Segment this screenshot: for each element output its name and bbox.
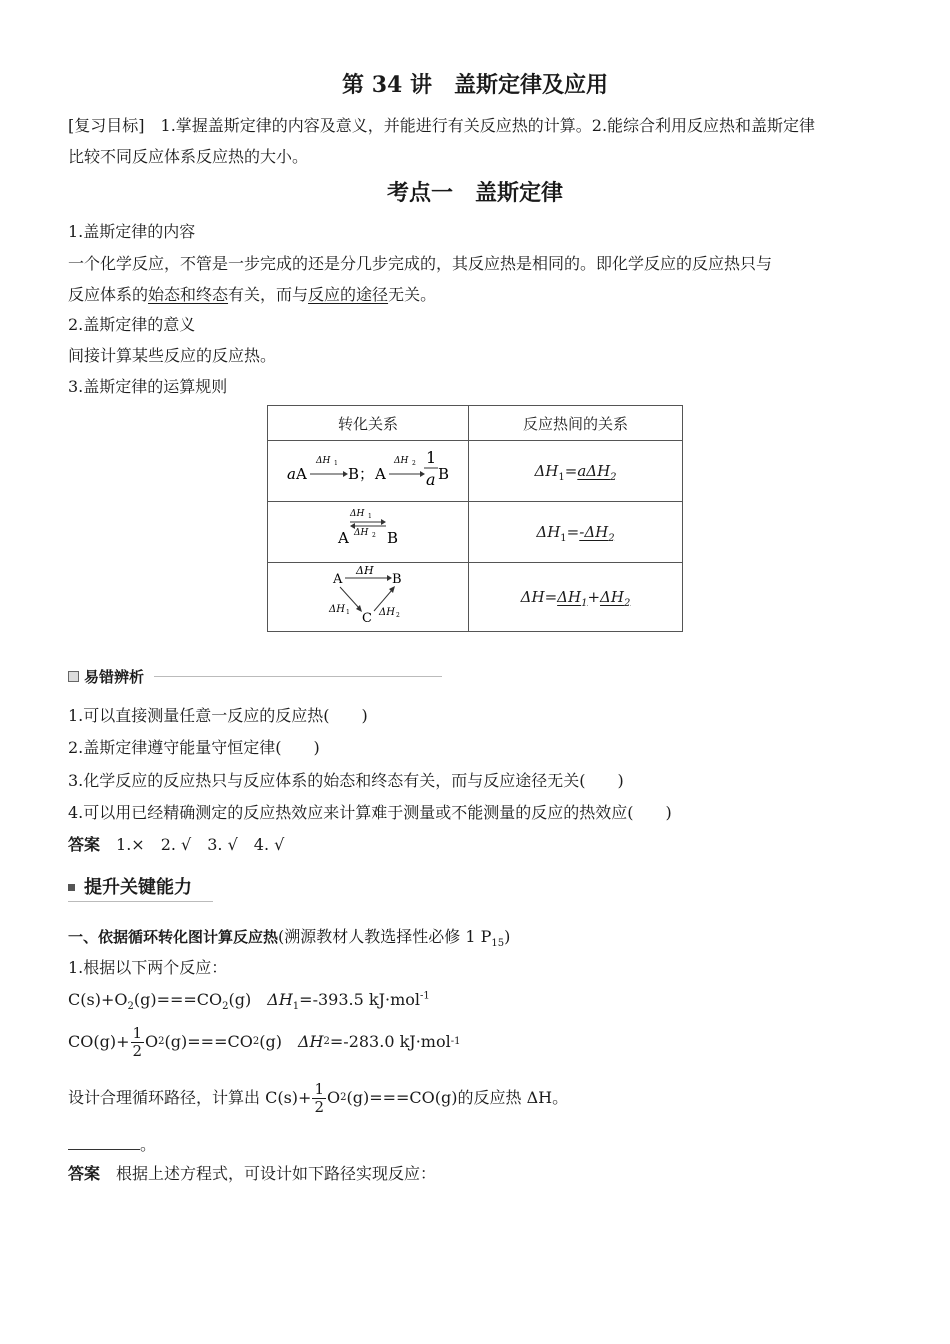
svg-text:B: B [392,572,402,587]
answer-blank-5: $\Delta H_1$ [557,588,588,609]
svg-text:ΔH: ΔH [394,456,409,466]
svg-text:C: C [362,611,372,626]
p2-heading: 2.盖斯定律的意义 [68,315,196,334]
heat-cell-1: $\Delta H_1=a\Delta H_2$ [469,441,683,502]
table-header-relation: 转化关系 [268,406,469,441]
fraction-half: $\frac{1}{2}$ [132,1023,143,1060]
svg-text:1: 1 [334,460,338,467]
review-line-1: [复习目标] 1.掌握盖斯定律的内容及意义，并能进行有关反应热的计算。2.能综合利用反应热和盖斯定律 [68,116,816,135]
diagram-cell-2 [268,502,469,563]
svg-text:ΔH: ΔH [354,528,369,538]
error-item-4: 4.可以用已经精确测定的反应热效应来计算难于测量或不能测量的反应的热效应( ) [68,803,672,822]
question-intro: 1.根据以下两个反应： [68,958,228,977]
svg-text:a: a [287,465,296,483]
fill-in-blank[interactable] [68,1133,140,1150]
svg-text:A: A [296,465,307,483]
svg-text:B: B [387,529,399,547]
section-title: 考点一 盖斯定律 [386,180,563,206]
answer-label: 答案 [68,835,101,854]
divider [68,901,213,902]
answer-blank-6: $\Delta H_2$ [600,588,631,609]
svg-text:ΔH: ΔH [350,509,365,519]
table-header-heat: 反应热间的关系 [469,406,683,441]
svg-text:ΔH: ΔH [329,604,345,615]
svg-text:ΔH: ΔH [316,456,331,466]
answer-blank-3: aΔH$_2$ [577,462,617,483]
conversion-diagram-multiply [268,441,468,497]
skill-section-header: 提升关键能力 [68,876,213,902]
gess-rule-table [267,405,683,632]
equation-2: CO(g)+ $\frac{1}{2}$ O 2 (g)===CO 2 (g) ΔH 2 =-283.0 kJ·mol -1 [68,1023,461,1060]
error-item-3: 3.化学反应的反应热只与反应体系的始态和终态有关，而与反应途径无关( ) [68,771,624,790]
page-title: 第 34 讲 盖斯定律及应用 [342,72,608,98]
bullet-square-icon [68,884,75,891]
diagram-cell-3 [268,563,469,632]
errors-section-header: 易错辨析 [68,667,442,687]
answer-line-1: 答案 1.× 2. √ 3. √ 4. √ [68,835,285,854]
svg-text:2: 2 [372,532,376,539]
svg-text:A: A [333,572,343,587]
conversion-diagram-cycle [268,563,468,627]
svg-text:B；: B； [348,465,375,483]
error-item-1: 1.可以直接测量任意一反应的反应热( ) [68,706,368,725]
review-tag: [复习目标] [68,116,145,135]
equation-1: $C(s)+O_2(g)===CO_2(g)$ $\Delta H_1=-393.5$ kJ·mol$^{-1}$ [68,990,430,1013]
square-icon [68,671,79,682]
divider [154,676,442,677]
svg-text:2: 2 [396,612,400,619]
p2-body: 间接计算某些反应的反应热。 [68,346,277,365]
heat-cell-2: $\Delta H_1=-\Delta H_2$ [469,502,683,563]
p1-line-1: 一个化学反应，不管是一步完成的还是分几步完成的，其反应热是相同的。即化学反应的反应热只与 [68,254,773,273]
diagram-cell-1 [268,441,469,502]
heat-cell-3: $\Delta H=\Delta H_1+\Delta H_2$ [469,563,683,632]
error-item-2: 2.盖斯定律遵守能量守恒定律( ) [68,738,320,757]
review-line-2: 比较不同反应体系反应热的大小。 [68,147,309,166]
answer-line-2: 答案 根据上述方程式，可设计如下路径实现反应： [68,1164,437,1183]
svg-text:ΔH: ΔH [356,564,374,577]
answer-blank-line: 。 [68,1133,156,1156]
svg-text:a: a [426,470,436,489]
design-question: 设计合理循环路径，计算出 C(s)+ $\frac{1}{2}$ O 2 (g)===CO(g)的反应热 ΔH。 [68,1079,569,1116]
svg-text:B: B [438,465,450,483]
answer-blank-2: 反应的途径 [308,285,389,304]
p1-heading: 1.盖斯定律的内容 [68,222,196,241]
svg-text:1: 1 [426,448,437,467]
answer-label: 答案 [68,1164,101,1183]
svg-text:1: 1 [346,609,350,616]
answer-blank-1: 始态和终态 [148,285,229,304]
p1-line-2: 反应体系的始态和终态有关，而与反应的途径无关。 [68,285,437,304]
fraction-half: $\frac{1}{2}$ [314,1079,324,1116]
svg-text:ΔH: ΔH [379,607,395,618]
svg-text:2: 2 [412,460,416,467]
question-heading: 一、依据循环转化图计算反应热(溯源教材人教选择性必修 1 $P_{15}$) [68,927,511,950]
svg-text:A: A [338,529,349,547]
p3-heading: 3.盖斯定律的运算规则 [68,377,228,396]
svg-text:A: A [375,465,386,483]
svg-text:1: 1 [368,513,372,520]
conversion-diagram-reverse [268,502,468,558]
answer-blank-4: $-\Delta H_2$ [579,523,615,544]
